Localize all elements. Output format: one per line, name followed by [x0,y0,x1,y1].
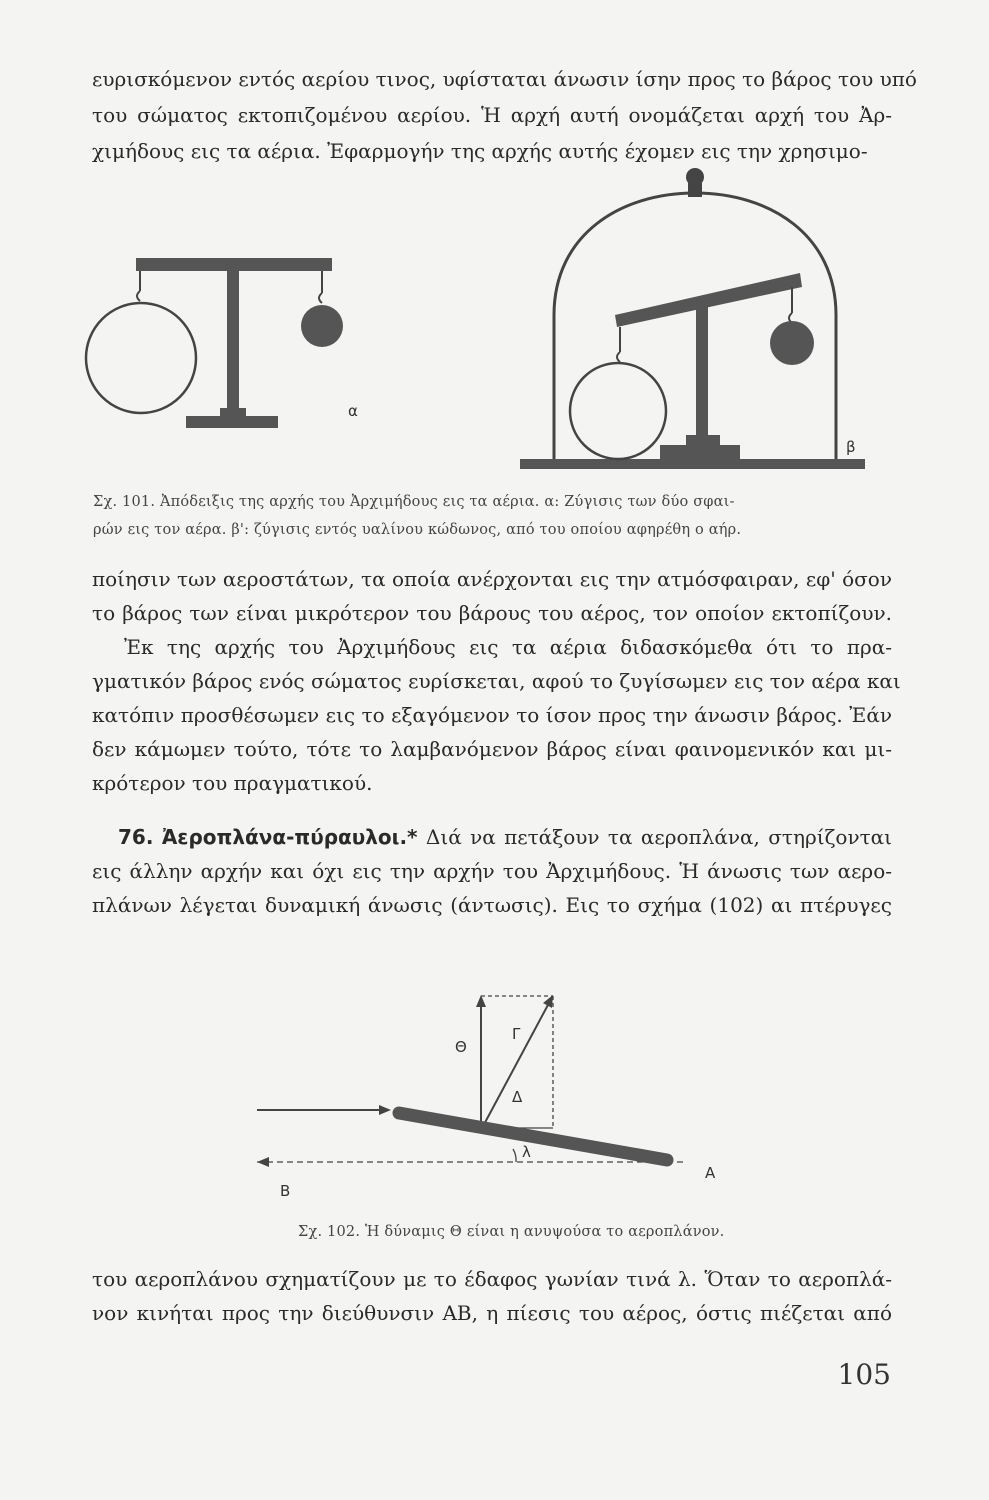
text-line: πλάνων λέγεται δυναμική άνωσις (άντωσις). Εις το σχήμα (102) αι πτέρυγες [92,893,892,917]
large-sphere [570,363,666,459]
figure-101a-balance [100,250,380,440]
text-line: κρότερον του πραγματικού. [92,771,373,795]
label-a: α [348,402,358,420]
text-line: ευρισκόμενον εντός αερίου τινος, υφίσταται άνωσιν ίσην προς το βάρος του υπό [92,67,917,91]
label-B: Β [280,1182,291,1200]
section-title: Ἀεροπλάνα-πύραυλοι.* [161,825,418,849]
section-text: Διά να πετάξουν τα αεροπλάνα, στηρίζονται [425,825,893,849]
small-sphere [770,321,814,365]
balance-base [186,416,278,428]
label-b: β [846,438,856,456]
label-A: Α [705,1164,716,1182]
balance-base [660,445,740,459]
large-sphere [86,303,196,413]
label-theta: Θ [455,1038,467,1056]
figure-101-caption-line1: Σχ. 101. Ἀπόδειξις της αρχής του Ἀρχιμήδους εις τα αέρια. α: Ζύγισις των δύο σφαι- [93,494,735,510]
section-76-line1 [118,824,892,850]
text-line: Ἐκ της αρχής του Ἀρχιμήδους εις τα αέρια διδασκόμεθα ότι το πρα- [124,635,892,659]
text-line: χιμήδους εις τα αέρια. Ἐφαρμογήν της αρχής αυτής έχομεν εις την χρησιμο- [92,139,868,163]
figure-102-wing-forces [255,985,705,1185]
tilted-beam [615,273,802,327]
label-delta: Δ [512,1088,523,1106]
hook [789,287,792,323]
figure-101-caption-line2: ρών εις τον αέρα. β': ζύγισις εντός υαλίνου κώδωνος, από του οποίου αφηρέθη ο αήρ. [93,522,742,538]
balance-post [696,303,708,458]
text-line: γματικόν βάρος ενός σώματος ευρίσκεται, αφού το ζυγίσωμεν εις τον αέρα και [92,669,901,693]
text-line: εις άλλην αρχήν και όχι εις την αρχήν του Ἀρχιμήδους. Ἡ άνωσις των αερο- [92,859,892,883]
label-lambda: λ [522,1143,531,1161]
balance-beam [136,258,332,271]
text-line: του αεροπλάνου σχηματίζουν με το έδαφος γωνίαν τινά λ. Ὅταν το αεροπλά- [92,1267,892,1291]
figure-101b-bell-jar [520,165,870,475]
force-gamma-arrow [481,1003,549,1130]
figure-102-caption: Σχ. 102. Ἡ δύναμις Θ είναι η ανυψούσα το αεροπλάνον. [298,1224,725,1240]
balance-post [227,271,239,416]
text-line: δεν κάμωμεν τούτο, τότε το λαμβανόμενον βάρος είναι φαινομενικόν και μι- [92,737,892,761]
text-line: του σώματος εκτοπιζομένου αερίου. Ἡ αρχή αυτή ονομάζεται αρχή του Ἀρ- [92,103,892,127]
label-gamma: Γ [512,1025,521,1043]
text-line: νον κινήται προς την διεύθυνσιν ΑΒ, η πίεσις του αέρος, όστις πιέζεται από [92,1301,892,1325]
small-sphere [301,305,343,347]
wing-section [399,1113,667,1160]
text-line: ποίησιν των αεροστάτων, τα οποία ανέρχονται εις την ατμόσφαιραν, εφ' όσον [92,567,892,591]
section-number: 76. [118,825,154,849]
hook [617,327,620,362]
angle-arc [513,1149,516,1162]
hook [137,271,140,301]
hook [319,271,322,303]
text-line: το βάρος των είναι μικρότερον του βάρους του αέρος, τον οποίον εκτοπίζουν. [92,601,892,625]
jar-plate [520,459,865,469]
text-line: κατόπιν προσθέσωμεν εις το εξαγόμενον το ίσον προς την άνωσιν βάρος. Ἐάν [92,703,892,727]
page-number: 105 [837,1358,891,1391]
